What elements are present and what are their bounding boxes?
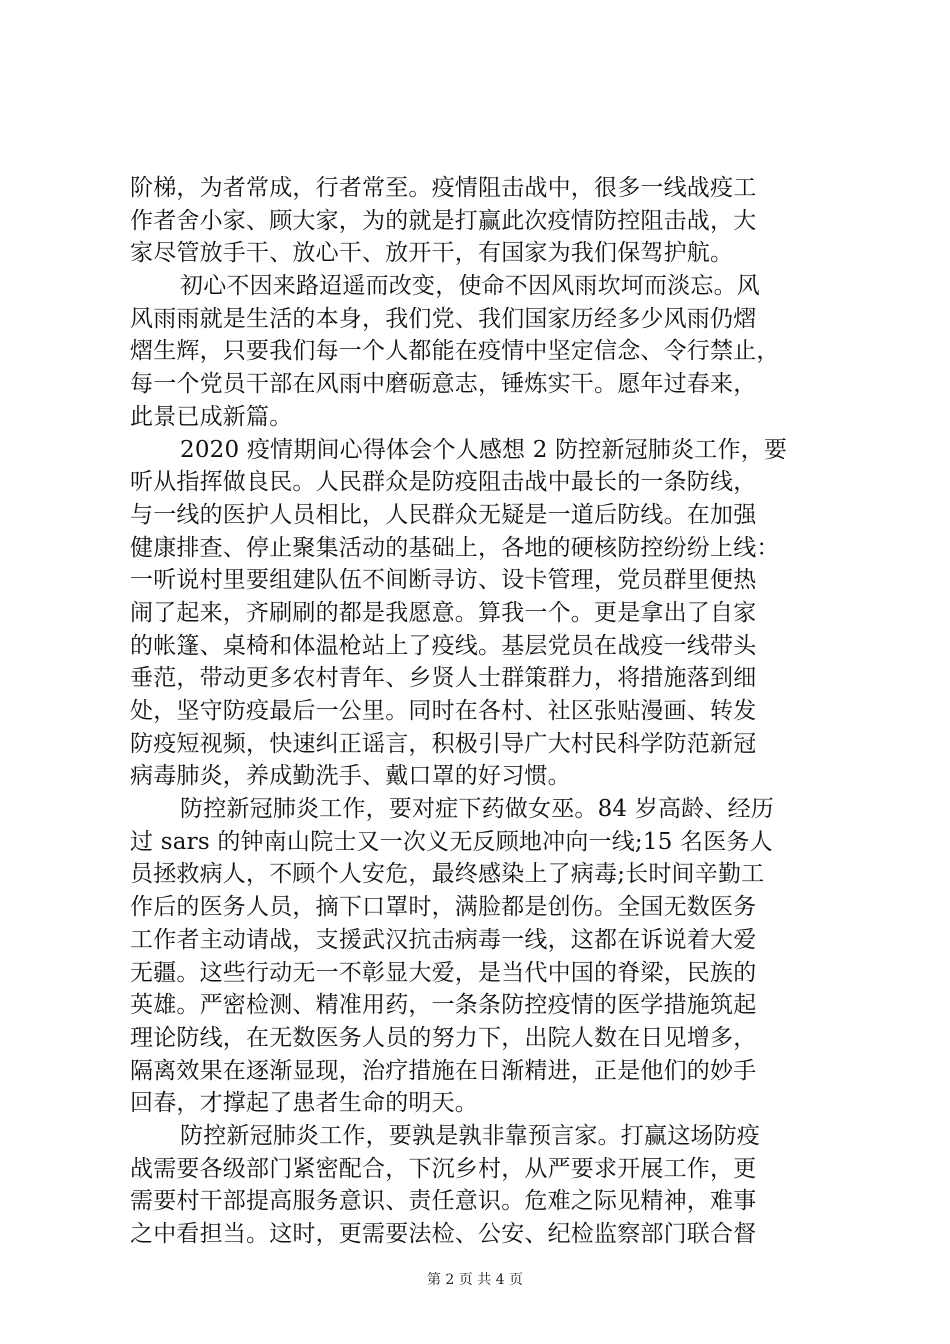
text-line: 闹了起来，齐刷刷的都是我愿意。算我一个。更是拿出了自家 xyxy=(130,599,757,626)
text-line: 的帐篷、桌椅和体温枪站上了疫线。基层党员在战疫一线带头 xyxy=(130,632,757,659)
page-number: 第 2 页 共 4 页 xyxy=(426,1272,524,1288)
text-line: 英雄。严密检测、精准用药，一条条防控疫情的医学措施筑起 xyxy=(130,992,757,1019)
text-line: 防疫短视频，快速纠正谣言，积极引导广大村民科学防范新冠 xyxy=(130,730,757,757)
text-line: 战需要各级部门紧密配合，下沉乡村，从严要求开展工作，更 xyxy=(130,1155,757,1182)
paragraph-start-line: 2020 疫情期间心得体会个人感想 2 防控新冠肺炎工作，要 xyxy=(180,436,788,463)
body-text xyxy=(130,172,830,1251)
text-line: 作者舍小家、顾大家，为的就是打赢此次疫情防控阻击战，大 xyxy=(130,207,757,234)
text-line: 需要村干部提高服务意识、责任意识。危难之际见精神，难事 xyxy=(130,1188,757,1215)
paragraph-start-line: 防控新冠肺炎工作，要孰是孰非靠预言家。打赢这场防疫 xyxy=(180,1122,760,1149)
text-line: 回春，才撑起了患者生命的明天。 xyxy=(130,1090,478,1117)
text-line: 风雨雨就是生活的本身，我们党、我们国家历经多少风雨仍熠 xyxy=(130,305,757,332)
text-line: 熠生辉，只要我们每一个人都能在疫情中坚定信念、令行禁止， xyxy=(130,338,780,365)
paragraph-start-line: 初心不因来路迢遥而改变，使命不因风雨坎坷而淡忘。风 xyxy=(180,273,760,300)
text-line: 与一线的医护人员相比，人民群众无疑是一道后防线。在加强 xyxy=(130,501,757,528)
text-line: 阶梯，为者常成，行者常至。疫情阻击战中，很多一线战疫工 xyxy=(130,175,757,201)
text-line: 家尽管放手干、放心干、放开干，有国家为我们保驾护航。 xyxy=(130,240,734,267)
text-line: 此景已成新篇。 xyxy=(130,403,293,430)
paragraph-start-line: 防控新冠肺炎工作，要对症下药做女巫。84 岁高龄、经历 xyxy=(180,796,774,823)
text-line: 垂范，带动更多农村青年、乡贤人士群策群力，将措施落到细 xyxy=(130,665,757,692)
text-line: 无疆。这些行动无一不彰显大爱，是当代中国的脊梁，民族的 xyxy=(130,959,757,986)
text-line: 一听说村里要组建队伍不间断寻访、设卡管理，党员群里便热 xyxy=(130,567,757,594)
text-line: 作后的医务人员，摘下口罩时，满脸都是创伤。全国无数医务 xyxy=(130,894,757,921)
text-line: 每一个党员干部在风雨中磨砺意志，锤炼实干。愿年过春来， xyxy=(130,371,757,398)
text-line: 处，坚守防疫最后一公里。同时在各村、社区张贴漫画、转发 xyxy=(130,698,757,724)
text-line: 过 sars 的钟南山院士又一次义无反顾地冲向一线;15 名医务人 xyxy=(130,828,773,855)
text-line: 健康排查、停止聚集活动的基础上，各地的硬核防控纷纷上线： xyxy=(130,534,780,561)
text-line: 隔离效果在逐渐显现，治疗措施在日渐精进，正是他们的妙手 xyxy=(130,1057,757,1084)
text-line: 之中看担当。这时，更需要法检、公安、纪检监察部门联合督 xyxy=(130,1221,757,1247)
text-line: 员拯救病人，不顾个人安危，最终感染上了病毒;长时间辛勤工 xyxy=(130,861,765,888)
text-line: 听从指挥做良民。人民群众是防疫阻击战中最长的一条防线， xyxy=(130,469,757,496)
text-line: 理论防线，在无数医务人员的努力下，出院人数在日见增多， xyxy=(130,1024,757,1051)
text-line: 病毒肺炎，养成勤洗手、戴口罩的好习惯。 xyxy=(130,763,571,790)
page-footer xyxy=(0,1271,950,1289)
text-line: 工作者主动请战，支援武汉抗击病毒一线，这都在诉说着大爱 xyxy=(130,926,757,953)
